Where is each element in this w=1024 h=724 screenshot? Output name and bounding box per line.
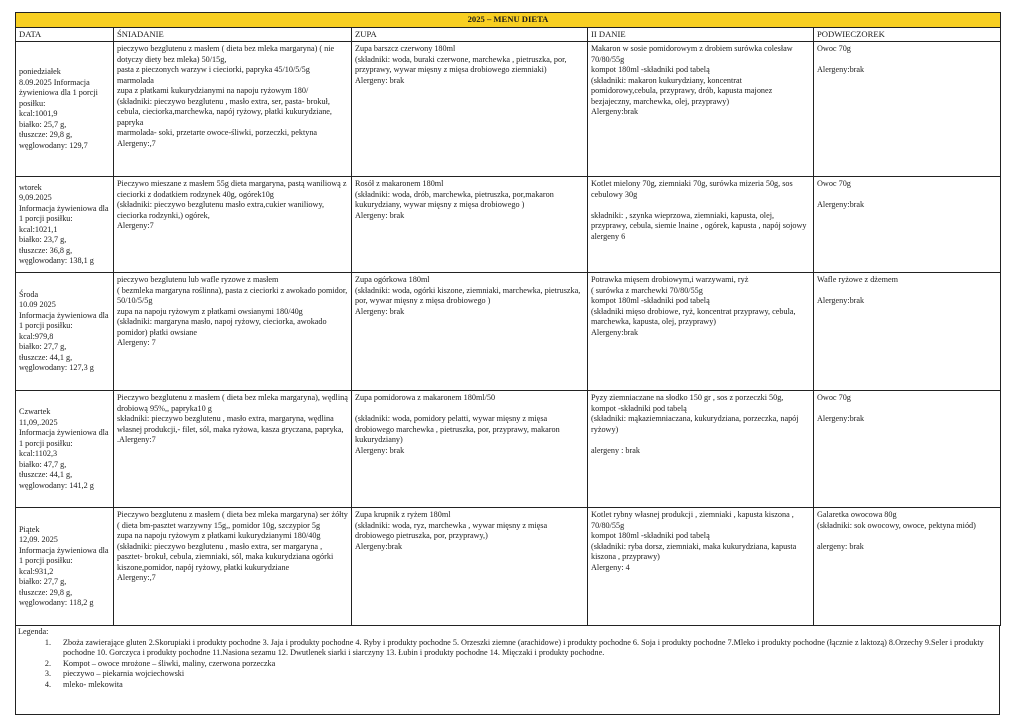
snack-cell: Owoc 70g Alergeny:brak	[814, 391, 1001, 508]
column-header-breakfast: ŚNIADANIE	[114, 28, 352, 42]
menu-document	[15, 12, 1000, 715]
date-cell: poniedziałek 8.09.2025 Informacja żywieniowa dla 1 porcji posiłku: kcal:1001,9 białko: 25,7 g, tłuszcze: 29,8 g, węglowodany: 129,7	[16, 42, 114, 177]
soup-cell: Zupa ogórkowa 180ml (składniki: woda, ogórki kiszone, ziemniaki, marchewka, pietruszka, por, wywar mięsny z mięsa drobiowego ) Alergeny: brak	[352, 273, 588, 391]
breakfast-cell: Pieczywo bezglutenu z masłem ( dieta bez mleka margaryna), wędliną drobiową 95%,, papryka10 g składniki: pieczywo bezglutenu , masło extra, margaryna, wędlina własnej produkcji,- filet, sól, maka ryżowa, kasza gryczana, papryka, .Alergeny:7	[114, 391, 352, 508]
legend-list	[18, 638, 999, 691]
table-row	[16, 391, 1001, 508]
menu-table	[15, 12, 1001, 626]
soup-cell: Rosół z makaronem 180ml (składniki: woda, drób, marchewka, pietruszka, por,makaron kukurydziany, wywar mięsny z mięsa drobiowego ) Alergeny: brak	[352, 177, 588, 273]
column-header-main: II DANIE	[588, 28, 814, 42]
breakfast-cell: pieczywo bezglutenu z masłem ( dieta bez mleka margaryna) ( nie dotyczy diety bez mleka) 50/15g, pasta z pieczonych warzyw i cieciorki, papryka 45/10/5/5g marmolada zupa z płatkami kukurydzianymi na napoju ryżowym 180/ (składniki: pieczywo bezglutenu , masło extra, ser, pasta- brokuł, cebula, cieciorka,marchewka, napój ryżowy, płatki kukurydziane, papryka marmolada- soki, przetarte owoce-śliwki, porzeczki, pektyna Alergeny:,7	[114, 42, 352, 177]
title-row	[16, 13, 1001, 28]
soup-cell: Zupa krupnik z ryżem 180ml (składniki: woda, ryz, marchewka , wywar mięsny z mięsa drobiowego pietruszka, por, przyprawy,) Alergeny:brak	[352, 508, 588, 626]
soup-cell: Zupa barszcz czerwony 180ml (składniki: woda, buraki czerwone, marchewka , pietruszka, por, przyprawy, wywar mięsny z mięsa drobiowego ziemniaki) Alergeny: brak	[352, 42, 588, 177]
snack-cell: Galaretka owocowa 80g (składniki: sok owocowy, owoce, pektyna miód) alergeny: brak	[814, 508, 1001, 626]
date-cell: Środa 10.09 2025 Informacja żywieniowa dla 1 porcji posiłku: kcal:979,8 białko: 27,7 g, tłuszcze: 44,1 g, węglowodany: 127,3 g	[16, 273, 114, 391]
legend-item: 4. mleko- mlekowita	[44, 679, 123, 689]
legend-item: 1. Zboża zawierające gluten 2.Skorupiaki i produkty pochodne 3. Jaja i produkty pochodne 4. Ryby i produkty pochodne 5. Orzeszki ziemne (arachidowe) i produkty pochodne 6. Soja i produkty pochodne 7.Mleko i produkty pochodne (łącznie z laktozą) 8.Orzechy 9.Seler i produkty pochodne 10. Gorczyca i produkty pochodne 11.Nasiona sezamu 12. Dwutlenek siarki i siarczyny 13. Łubin i produkty pochodne 14. Mięczaki i produkty pochodne.	[44, 637, 984, 657]
legend-item: 3. pieczywo – piekarnia wojciechowski	[44, 669, 185, 678]
snack-cell: Owoc 70g Alergeny:brak	[814, 42, 1001, 177]
snack-cell: Wafle ryżowe z dżemem Alergeny:brak	[814, 273, 1001, 391]
breakfast-cell: Pieczywo bezglutenu z masłem ( dieta bez mleka margaryna) ser żółty ( dieta bm-pasztet warzywny 15g,, pomidor 10g, szczypior 5g zupa na napoju ryżowym z płatkami kukurydzianymi 180/40g (składniki: pieczywo bezglutenu , masło extra, ser margaryna , pasztet- brokuł, cebula, ziemniaki, sól, maka kukurydziana ogórki kiszone,pomidor, napój ryżowy, płatki kukurydziane Alergeny:,7	[114, 508, 352, 626]
table-row	[16, 273, 1001, 391]
column-header-soup: ZUPA	[352, 28, 588, 42]
table-row	[16, 508, 1001, 626]
main-cell: Pyzy ziemniaczane na słodko 150 gr , sos z porzeczki 50g, kompot -składniki pod tabelą (składniki: mąkaziemniaczana, kukurydziana, porzeczka, napój ryżowy) alergeny : brak	[588, 391, 814, 508]
main-cell: Makaron w sosie pomidorowym z drobiem surówka colesław 70/80/55g kompot 180ml -składniki pod tabelą (składniki: makaron kukurydziany, koncentrat pomidorowy,cebula, przyprawy, drób, kapusta majonez bezjajeczny, marchewka, olej, przyprawy) Alergeny:brak	[588, 42, 814, 177]
menu-title: 2025 – MENU DIETA	[16, 13, 1001, 28]
date-cell: wtorek 9,09.2025 Informacja żywieniowa dla 1 porcji posiłku: kcal:1021,1 białko: 23,7 g, tłuszcze: 36,8 g, węglowodany: 138,1 g	[16, 177, 114, 273]
soup-cell: Zupa pomidorowa z makaronem 180ml/50 (składniki: woda, pomidory pelatti, wywar mięsny z mięsa drobiowego marchewka , pietruszka, por, przyprawy, makaron kukurydziany) Alergeny: brak	[352, 391, 588, 508]
header-row	[16, 28, 1001, 42]
legend-label: Legenda:	[18, 627, 49, 636]
table-row	[16, 177, 1001, 273]
main-cell: Kotlet mielony 70g, ziemniaki 70g, surówka mizeria 50g, sos cebulowy 30g składniki: , szynka wieprzowa, ziemniaki, kapusta, olej, przyprawy, cebula, siemie lnaine , ogórek, kapusta , napój sojowy alergeny 6	[588, 177, 814, 273]
legend-item: 2. Kompot – owoce mrożone – śliwki, maliny, czerwona porzeczka	[44, 658, 276, 668]
column-header-date: DATA	[16, 28, 114, 42]
column-header-snack: PODWIECZOREK	[814, 28, 1001, 42]
legend	[15, 626, 1000, 715]
main-cell: Potrawka mięsem drobiowym,i warzywami, ryż ( surówka z marchewki 70/80/55g kompot 180ml -składniki pod tabelą (składniki mięso drobiowe, ryż, koncentrat przyprawy, cebula, marchewka, kapusta, olej, przyprawy) Alergeny:brak	[588, 273, 814, 391]
breakfast-cell: pieczywo bezglutenu lub wafle ryzowe z masłem ( bezmleka margaryna roślinna), pasta z cieciorki z awokado pomidor, 50/10/5/5g zupa na napoju ryżowym z płatkami owsianymi 180/40g (składniki: margaryna masło, napoj ryżowy, cieciorka, awokado pomidor) płatki owsiane Alergeny: 7	[114, 273, 352, 391]
table-row	[16, 42, 1001, 177]
date-cell: Piątek 12,09. 2025 Informacja żywieniowa dla 1 porcji posiłku: kcal:931,2 białko: 27,7 g, tłuszcze: 29,8 g, węglowodany: 118,2 g	[16, 508, 114, 626]
date-cell: Czwartek 11,09,.2025 Informacja żywieniowa dla 1 porcji posiłku: kcal:1102,3 białko: 47,7 g, tłuszcze: 44,1 g, węglowodany: 141,2 g	[16, 391, 114, 508]
main-cell: Kotlet rybny własnej produkcji , ziemniaki , kapusta kiszona , 70/80/55g kompot 180ml -składniki pod tabelą (składniki: ryba dorsz, ziemniaki, maka kukurydziana, kapusta kiszona , przyprawy) Alergeny: 4	[588, 508, 814, 626]
snack-cell: Owoc 70g Alergeny:brak	[814, 177, 1001, 273]
breakfast-cell: Pieczywo mieszane z masłem 55g dieta margaryna, pastą waniliową z cieciorki z dodatkiem rodzynek 40g, ogórek10g (składniki: pieczywo bezglutenu masło extra,cukier waniliowy, cieciorka rodzynki,) ogórek, Alergeny:7	[114, 177, 352, 273]
